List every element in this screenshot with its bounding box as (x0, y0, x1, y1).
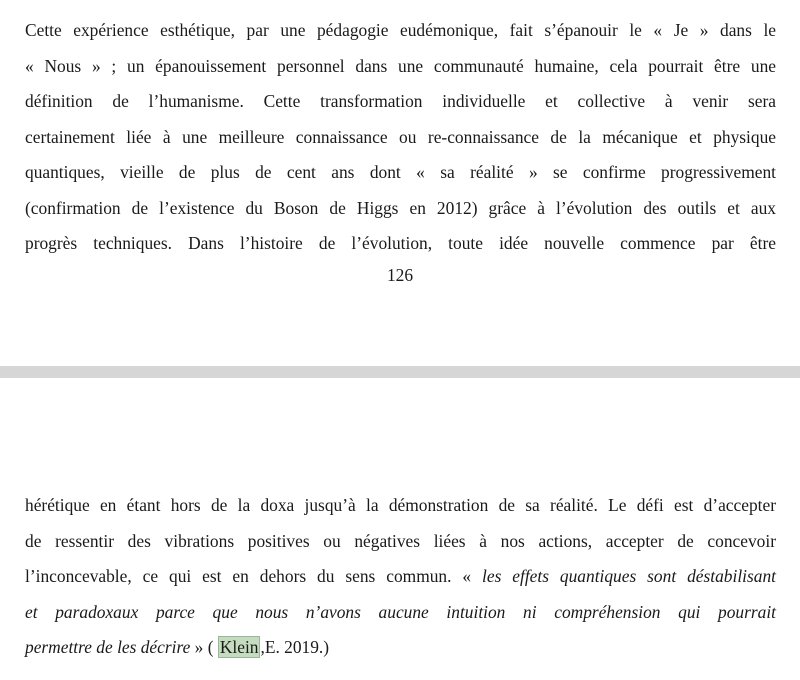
text-run: l’inconcevable, ce qui est en dehors du sens commun. « (25, 566, 483, 586)
text-line: Cette expérience esthétique, par une pédagogie eudémonique, fait s’épanouir le « Je » dans le (25, 20, 776, 40)
quote-text: permettre de les décrire (25, 637, 191, 657)
text-line-quote-start (25, 559, 776, 595)
page-separator (0, 366, 800, 378)
highlighted-citation-author[interactable]: Klein (219, 637, 259, 657)
text-line: progrès techniques. Dans l’histoire de l’évolution, toute idée nouvelle commence par être (25, 233, 776, 253)
text-line: hérétique en étant hors de la doxa jusqu’à la démonstration de sa réalité. Le défi est d’accepter (25, 495, 776, 515)
quote-text: les effets quantiques sont déstabilisant (482, 566, 776, 586)
text-run: » ( (190, 637, 218, 657)
paragraph-top (25, 13, 776, 262)
text-line: (confirmation de l’existence du Boson de Higgs en 2012) grâce à l’évolution des outils et aux (25, 197, 776, 218)
text-line: quantiques, vieille de plus de cent ans dont « sa réalité » se confirme progressivement (25, 162, 776, 182)
citation-rest: ,E. 2019.) (260, 637, 330, 657)
page-number: 126 (386, 265, 414, 285)
text-line: définition de l’humanisme. Cette transformation individuelle et collective à venir sera (25, 91, 776, 111)
text-line: « Nous » ; un épanouissement personnel dans une communauté humaine, cela pourrait être une (25, 55, 776, 76)
text-line: de ressentir des vibrations positives ou négatives liées à nos actions, accepter de concevoir (25, 530, 776, 551)
paragraph-bottom (25, 488, 776, 666)
text-line-citation (25, 630, 776, 666)
quote-text-line: et paradoxaux parce que nous n’avons aucune intuition ni compréhension qui pourrait (25, 601, 776, 622)
text-line: certainement liée à une meilleure connaissance ou re-connaissance de la mécanique et physique (25, 126, 776, 147)
